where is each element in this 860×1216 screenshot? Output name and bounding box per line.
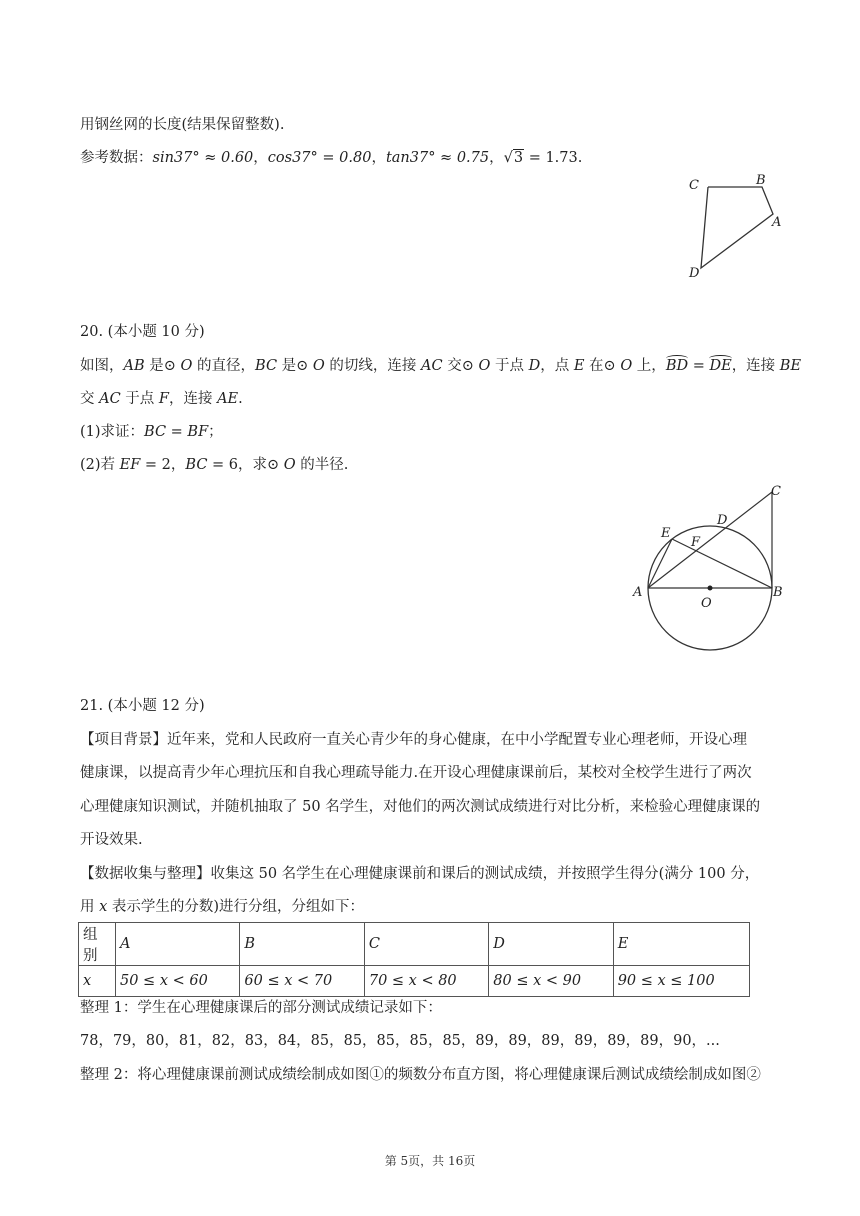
ref-sin: sin37° ≈ 0.60: [152, 150, 254, 166]
table-cell: 80 ≤ x < 90: [489, 966, 613, 997]
q21-scores: 78，79，80，81，82，83，84，85，85，85，85，85，89，89，89，89，89，89，90，...: [80, 1033, 720, 1049]
t: .: [238, 391, 243, 407]
t: 如图，: [80, 358, 124, 374]
q21-dc-line1: 【数据收集与整理】收集这 50 名学生在心理健康课前和课后的测试成绩，并按照学生得分(满分 100 分，: [80, 866, 760, 882]
label-B: B: [756, 173, 766, 188]
table-cell: x: [79, 966, 116, 997]
label-F: F: [691, 535, 701, 550]
ref-tan: tan37° ≈ 0.75: [385, 150, 490, 166]
q21-org1: 整理 1：学生在心理健康课后的部分测试成绩记录如下：: [80, 1000, 442, 1016]
t: AC: [99, 391, 121, 407]
table-cell: C: [364, 923, 488, 966]
q19-figure: [680, 170, 790, 285]
table-row: [79, 923, 750, 966]
t: EF: [119, 457, 141, 473]
t: D: [528, 358, 541, 374]
label-D: D: [717, 513, 728, 528]
t: 的直径，: [192, 358, 256, 374]
t: O: [180, 358, 193, 374]
q20-line1: [80, 354, 801, 375]
q19-text-end: 用钢丝网的长度(结果保留整数).: [80, 117, 285, 133]
t: AB: [123, 358, 145, 374]
t: = 2，: [140, 457, 186, 473]
label-A: A: [772, 215, 782, 230]
t: ，连接: [168, 391, 218, 407]
t: BC: [255, 358, 278, 374]
ref-cos: cos37° = 0.80: [267, 150, 372, 166]
sep: ，: [489, 150, 504, 166]
q21-bg-line4: 开设效果.: [80, 832, 143, 848]
page-footer: 第 5页，共 16页: [384, 1154, 476, 1168]
table-cell: A: [116, 923, 240, 966]
t: AE: [217, 391, 239, 407]
q21-heading: 21. (本小题 12 分): [80, 698, 205, 714]
q21-bg-line2: 健康课，以提高青少年心理抗压和自我心理疏导能力.在开设心理健康课前后，某校对全校学生进行了两次: [80, 765, 752, 781]
t: ；: [208, 424, 223, 440]
t: O: [478, 358, 491, 374]
t: 是⊙: [277, 358, 313, 374]
label-C: C: [771, 484, 781, 499]
t: (2)若: [80, 457, 120, 473]
t: =: [688, 358, 710, 374]
table-cell: 50 ≤ x < 60: [116, 966, 240, 997]
q20-part1: [80, 420, 223, 441]
t: ，连接: [731, 358, 780, 374]
q20-heading: 20. (本小题 10 分): [80, 324, 205, 340]
sep: ，: [253, 150, 268, 166]
label-A: A: [633, 585, 643, 600]
arc-de: DE: [709, 358, 732, 374]
table-cell: 70 ≤ x < 80: [364, 966, 488, 997]
q21-org2: 整理 2：将心理健康课前测试成绩绘制成如图①的频数分布直方图，将心理健康课后测试成绩绘制成如图②: [80, 1067, 761, 1083]
q21-dc-line2: [80, 895, 364, 916]
t: 交: [80, 391, 100, 407]
ref-prefix: 参考数据：: [80, 150, 153, 166]
table-cell: 90 ≤ x ≤ 100: [613, 966, 749, 997]
t: 的切线，连接: [324, 358, 422, 374]
table-cell: 60 ≤ x < 70: [240, 966, 364, 997]
table-cell: B: [240, 923, 364, 966]
q21-bg-line3: 心理健康知识测试，并随机抽取了 50 名学生，对他们的两次测试成绩进行对比分析，来检验心理健康课的: [80, 799, 761, 815]
t: BC: [185, 457, 208, 473]
t: O: [312, 358, 325, 374]
t: BC = BF: [144, 424, 209, 440]
group-table: [78, 922, 750, 997]
ref-sqrt-value: 3: [513, 150, 524, 166]
q20-part2: [80, 453, 348, 474]
sep: ，: [371, 150, 386, 166]
t: E: [573, 358, 585, 374]
t: (1)求证：: [80, 424, 145, 440]
q20-line2: [80, 387, 243, 408]
t: AC: [421, 358, 443, 374]
label-B: B: [773, 585, 783, 600]
label-C: C: [689, 178, 699, 193]
t: 于点: [120, 391, 159, 407]
t: 交⊙: [442, 358, 479, 374]
t: x: [99, 899, 108, 915]
ref-sqrt-rest: = 1.73.: [524, 150, 583, 166]
label-O: O: [701, 596, 712, 611]
t: 于点: [490, 358, 529, 374]
t: F: [158, 391, 169, 407]
table-cell: 组别: [79, 923, 116, 966]
table-cell: D: [489, 923, 613, 966]
arc-bd: BD: [665, 358, 689, 374]
q21-bg-line1: 【项目背景】近年来，党和人民政府一直关心青少年的身心健康，在中小学配置专业心理老师，开设心理: [80, 732, 747, 748]
t: O: [620, 358, 633, 374]
t: 的半径.: [295, 457, 349, 473]
t: BE: [779, 358, 802, 374]
t: 上，: [632, 358, 666, 374]
label-E: E: [661, 526, 671, 541]
q20-figure: [625, 478, 795, 658]
t: O: [283, 457, 296, 473]
t: 是⊙: [144, 358, 181, 374]
table-cell: E: [613, 923, 749, 966]
t: 用: [80, 899, 100, 915]
t: ，点: [540, 358, 574, 374]
table-row: [79, 966, 750, 997]
label-D: D: [689, 266, 700, 281]
q19-reference-data: 参考数据：sin37° ≈ 0.60，cos37° = 0.80，tan37° ≈ 0.75，√3 = 1.73.: [80, 150, 583, 166]
t: 在⊙: [584, 358, 621, 374]
t: = 6，求⊙: [207, 457, 284, 473]
t: 表示学生的分数)进行分组，分组如下：: [107, 899, 365, 915]
